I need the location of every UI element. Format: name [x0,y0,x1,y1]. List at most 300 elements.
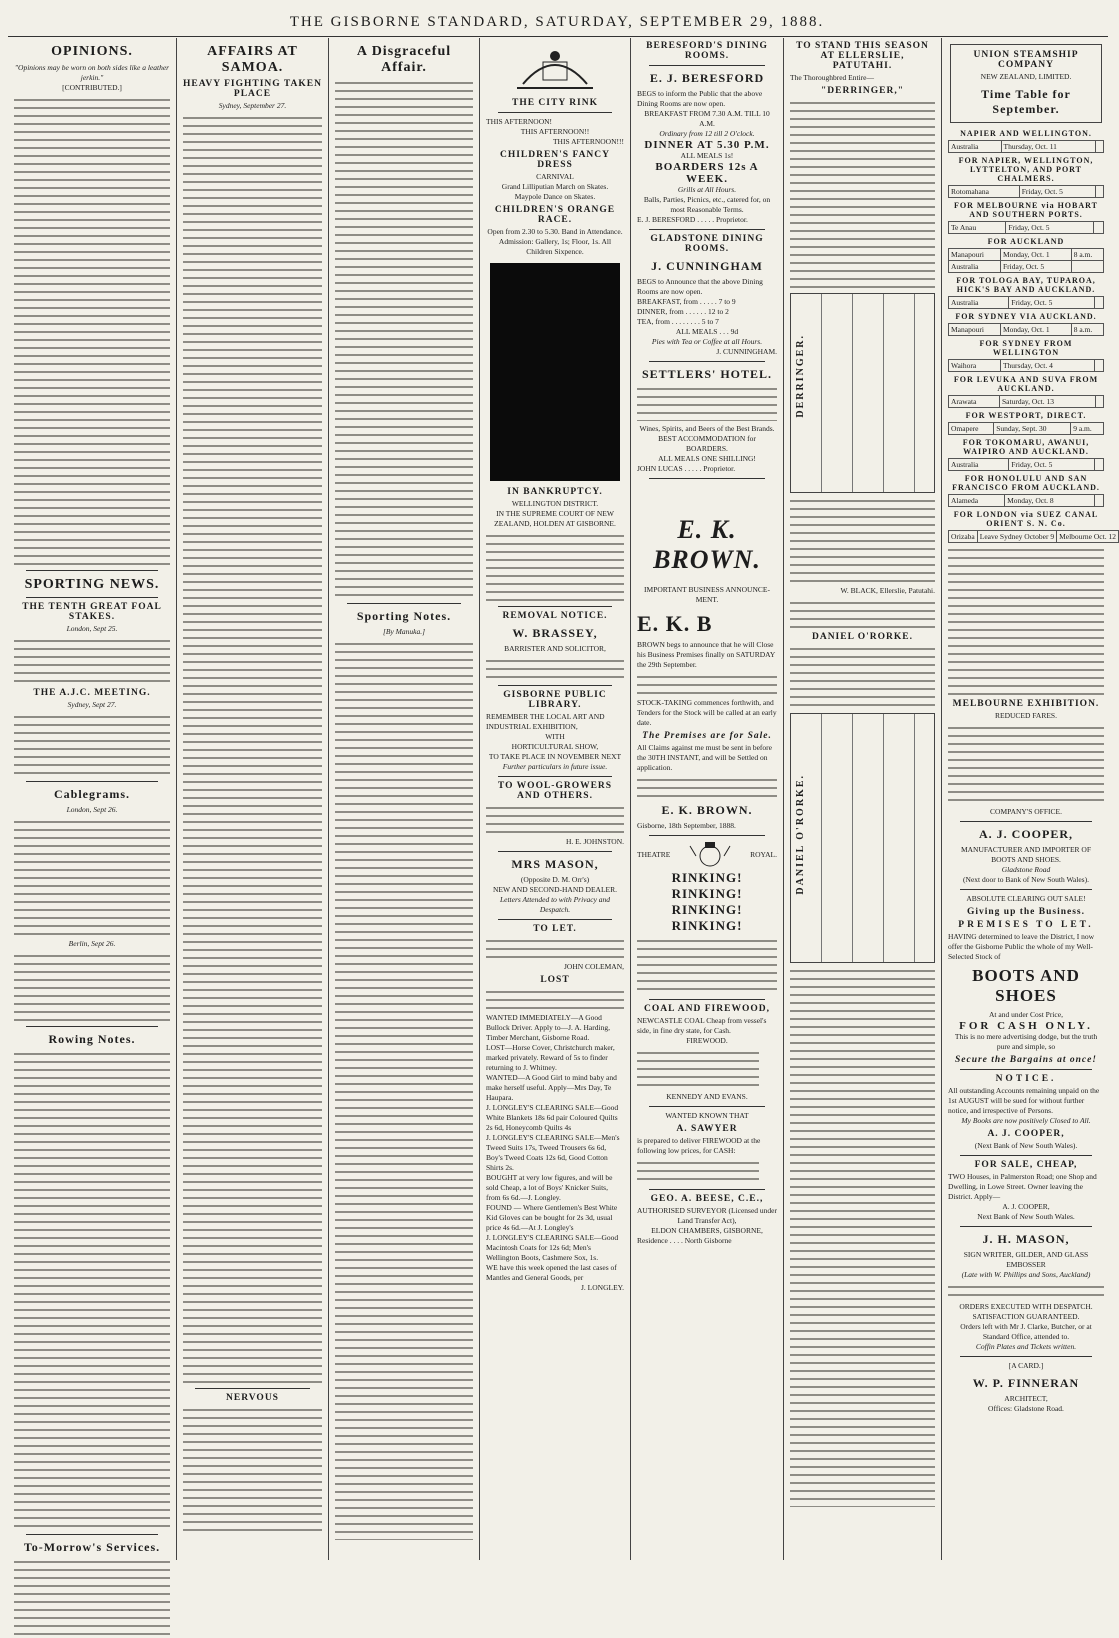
column-divider [328,38,329,1560]
berlin-text [14,952,170,1022]
nervous-heading: NERVOUS [226,1393,279,1403]
rowing-notes-text [14,1050,170,1530]
beresford-rooms-heading: BERESFORD'S DINING ROOMS. [646,41,768,61]
column-5 [633,38,781,1560]
sawyer-text: is prepared to deliver FIREWOOD at the following low prices, for CASH: [637,1136,761,1155]
derringer-terms [790,497,935,583]
longley-signature: J. LONGLEY. [581,1283,624,1292]
brown-stocktaking: STOCK-TAKING commences forthwith, and Tenders for the Stock will be called at an early date. [637,698,777,727]
sailing-cell: Australia [949,261,1001,273]
section-rule [347,603,461,604]
brown-date: Gisborne, 18th September, 1888. [637,821,736,830]
sporting-notes-text [335,640,473,1540]
sailing-cell: Thursday, Oct. 4 [1000,360,1094,372]
rinking-line-2: RINKING! RINKING! [671,886,743,917]
sailing-row [949,249,1104,261]
november-notice: TO TAKE PLACE IN NOVEMBER NEXT [488,752,622,761]
royal-arms-icon [690,840,730,870]
brassey-title: BARRISTER AND SOLICITOR, [504,644,606,653]
cunningham-pies: Pies with Tea or Coffee at all Hours. [651,337,763,346]
sailing-row [949,261,1104,273]
sailing-cell: Friday, Oct. 5 [1000,261,1071,273]
sailing-cell [1094,459,1103,471]
section-rule [498,851,612,852]
sailing-cell: Waihora [949,360,1001,372]
jh-mason-late: (Late with W. Phillips and Sons, Auckland) [961,1270,1091,1279]
sailing-route: FOR TOLOGA BAY, TUPAROA, HICK'S BAY AND AUCKLAND. [956,276,1096,294]
library-heading: GISBORNE PUBLIC LIBRARY. [503,690,607,710]
sailing-cell: Thursday, Oct. 11 [1001,141,1095,153]
sailing-cell: Alameda [949,495,1005,507]
cunningham-name: J. CUNNINGHAM [651,259,763,273]
sailing-table [948,140,1104,153]
section-rule [649,1189,765,1190]
sailing-cell: Omapere [949,423,994,435]
column-divider [783,38,784,1560]
sailing-route: FOR NAPIER, WELLINGTON, LYTTELTON, AND PORT CHALMERS. [958,156,1094,183]
column-1 [10,38,174,1560]
sailing-cell: Australia [949,459,1009,471]
wanted-girl: WANTED—A Good Girl to mind baby and make herself useful. Apply—Mrs Day, Te Haupara. [486,1073,617,1102]
longley-blankets: J. LONGLEY'S CLEARING SALE—Good White Blankets 18s 6d pair Coloured Quilts 2s 6d, Honeycomb Quilts 4s [486,1103,619,1132]
sailing-table [948,323,1104,336]
cunningham-tea: TEA, from . . . . . . . . 5 to 7 [637,317,719,326]
beresford-intro: BEGS to inform the Public that the above Dining Rooms are now open. [637,89,763,108]
to-let-text [486,937,624,959]
wanted-bullock-driver: WANTED IMMEDIATELY—A Good Bullock Driver. Apply to—J. A. Harding, Timber Merchant, Gisborne Road. [486,1013,610,1042]
brown-claims: All Claims against me must be sent in before the 30TH INSTANT, and will be Settled on application. [637,743,772,772]
woolgrowers-text [486,804,624,834]
beresford-grills: Grills at All Hours. [677,185,737,194]
firewood-heading: FIREWOOD. [686,1036,728,1045]
theatre-label: THEATRE [637,850,671,859]
disgraceful-affair-text [335,79,473,599]
sailing-cell: Orizaba [949,531,978,543]
sailing-route: FOR AUCKLAND [987,237,1065,246]
sailing-row [949,186,1104,198]
bankruptcy-heading: IN BANKRUPTCY. [507,487,603,497]
section-rule [649,478,765,479]
section-rule [26,570,158,571]
longley-knickers: BOUGHT at very low figures, and will be sold Cheap, a lot of Boys' Knicker Suits, from 6s 6d.—J. Longley. [486,1173,613,1202]
union-nz-subtitle: NEW ZEALAND, LIMITED. [980,72,1072,81]
rinking-line-3: RINKING! [671,918,743,933]
sailing-cell: Friday, Oct. 5 [1009,297,1095,309]
mason-dealer: NEW AND SECOND-HAND DEALER. [492,885,618,894]
sailing-cell [1094,222,1104,234]
admission-prices: Admission: Gallery, 1s; Floor, 1s. All Children Sixpence. [498,237,612,256]
section-rule [960,821,1092,822]
section-rule [960,1069,1092,1070]
thoroughbred-label: The Thoroughbred Entire— [790,73,875,82]
sailing-cell: Friday, Oct. 5 [1009,459,1095,471]
rinking-text [637,937,777,995]
sailing-route: FOR HONOLULU AND SAN FRANCISCO FROM AUCKLAND. [952,474,1100,492]
section-rule [498,919,612,920]
samoa-heading: AFFAIRS AT SAMOA. [207,44,298,75]
cunningham-dinner: DINNER, from . . . . . . 12 to 2 [637,307,729,316]
oroke-description-continued [790,967,935,1507]
bankruptcy-text [486,532,624,602]
brown-announcement-title: IMPORTANT BUSINESS ANNOUNCE-MENT. [644,585,770,604]
cooper-street: Gladstone Road [1001,865,1051,874]
section-rule [649,361,765,362]
beresford-proprietor: E. J. BERESFORD . . . . . Proprietor. [637,215,748,224]
sailing-route: FOR MELBOURNE via HOBART AND SOUTHERN PORTS. [954,201,1098,219]
sailing-row [949,297,1104,309]
sailing-table [948,458,1104,471]
mason-name: MRS MASON, [511,857,599,871]
jh-mason-coffin: Coffin Plates and Tickets written. [975,1342,1077,1351]
section-rule [498,776,612,777]
reduced-fares-heading: REDUCED FARES. [995,711,1057,720]
cablegrams-text [14,818,170,936]
section-rule [649,65,765,66]
cost-price: At and under Cost Price, [989,1010,1063,1019]
sailing-cell: Friday, Oct. 5 [1019,186,1095,198]
sailing-cell: Sunday, Sept. 30 [994,423,1071,435]
brown-thanks-text [637,673,777,695]
afternoon-line-2: THIS AFTERNOON!! [520,127,590,136]
sporting-news-heading: SPORTING NEWS. [24,577,160,592]
premises-to-let: PREMISES TO LET. [958,920,1094,930]
foal-stakes-text [14,637,170,685]
lost-text [486,988,624,1010]
cooper-location-3: Next Bank of New South Wales. [977,1212,1075,1221]
brown-premises-sale: The Premises are for Sale. [642,731,772,741]
sailing-table [948,530,1119,543]
melbourne-exhibition-heading: MELBOURNE EXHIBITION. [952,699,1100,709]
brown-closing-text: BROWN begs to announce that he will Close his Business Premises finally on SATURDAY the 29th September. [637,640,775,669]
cooper-trade: MANUFACTURER AND IMPORTER OF BOOTS AND SHOES. [960,845,1092,864]
cooper-location: (Next door to Bank of New South Wales). [963,875,1089,884]
samoa-subheading: HEAVY FIGHTING TAKEN PLACE [183,79,322,99]
mason-letters: Letters Attended to with Privacy and Despatch. [499,895,611,914]
theatre-royal-header [637,840,777,870]
houses-for-sale: TWO Houses, in Palmerston Road; one Shop and Dwelling, in Lowe Street. Owner leaving the District. Apply— [948,1172,1097,1201]
sailing-route: NAPIER AND WELLINGTON. [960,129,1092,138]
sailing-cell: 9 a.m. [1071,423,1104,435]
leaving-district-text: HAVING determined to leave the District, I now offer the Gisborne Public the whole of my Well-Selected Stock of [948,932,1095,961]
column-2 [179,38,326,1560]
beresford-boarders: BOARDERS 12s A WEEK. [655,161,759,185]
gladstone-rooms-heading: GLADSTONE DINING ROOMS. [650,234,764,254]
sailing-row [949,423,1104,435]
sailings-list [948,129,1116,543]
cablegrams-dateline: London, Sept 26. [66,805,118,814]
sailing-route: FOR SYDNEY FROM WELLINGTON [979,339,1073,357]
settlers-accommodation: BEST ACCOMMODATION for BOARDERS. [658,434,756,453]
royal-label: ROYAL. [750,850,777,859]
union-steamship-header [950,44,1102,123]
woolgrowers-heading: TO WOOL-GROWERS AND OTHERS. [497,781,613,801]
removal-notice-heading: REMOVAL NOTICE. [502,611,608,621]
sailing-cell: 8 a.m. [1071,324,1103,336]
sailing-row [949,459,1104,471]
beresford-dinner: DINNER AT 5.30 P.M. [644,139,770,151]
settlers-text [637,385,777,421]
beresford-breakfast: BREAKFAST FROM 7.30 A.M. TILL 10 A.M. [644,109,770,128]
column-divider [479,38,480,1560]
lost-heading: LOST [540,975,570,985]
exhibition-notice: REMEMBER THE LOCAL ART AND INDUSTRIAL EXHIBITION, [486,712,605,731]
derringer-owner: W. BLACK, Ellerslie, Patutahi. [840,586,935,595]
section-rule [649,229,765,230]
sailing-cell: 8 a.m. [1071,249,1103,261]
for-sale-heading: FOR SALE, CHEAP, [974,1160,1078,1170]
sailing-table [948,221,1104,234]
secure-bargains: Secure the Bargains at once! [954,1055,1097,1065]
cunningham-breakfast: BREAKFAST, from . . . . . 7 to 9 [637,297,736,306]
section-rule [498,685,612,686]
finneran-title: ARCHITECT, [1004,1394,1048,1403]
sawyer-name: A. SAWYER [676,1124,738,1134]
horticultural-show: HORTICULTURAL SHOW, [511,742,599,751]
sailing-cell: Australia [949,297,1009,309]
sailing-cell: Monday, Oct. 8 [1005,495,1095,507]
afternoon-line-1: THIS AFTERNOON! [486,117,553,126]
sailing-table [948,395,1104,408]
fancy-dress-heading: CHILDREN'S FANCY DRESS [499,150,611,170]
sailing-cell: Arawata [949,396,1000,408]
section-rule [26,1534,158,1535]
to-let-heading: TO LET. [533,924,577,934]
disgraceful-affair-heading: A Disgraceful Affair. [356,44,452,75]
beese-name: GEO. A. BEESE, C.E., [650,1194,764,1204]
cablegrams-heading: Cablegrams. [54,787,130,801]
oroke-description [790,645,935,709]
beresford-name: E. J. BERESFORD [649,71,765,85]
rowing-notes-heading: Rowing Notes. [48,1032,136,1046]
longley-coats: J. LONGLEY'S CLEARING SALE—Good Macintosh Coats for 12s 6d; Men's Wellington Boots, Cashmere Sox, 1s. [486,1233,619,1262]
sailing-table [948,422,1104,435]
beresford-ordinary: Ordinary from 12 till 2 O'clock. [659,129,755,138]
opening-hours: Open from 2.30 to 5.30. Band in Attendance. [487,227,623,236]
ajc-dateline: Sydney, Sept 27. [67,700,117,709]
longley-mantles: WE have this week opened the last cases of Mantles and General Goods, per [486,1263,617,1282]
stud-season-heading: TO STAND THIS SEASON AT ELLERSLIE, PATUTAHI. [796,41,929,71]
sawyer-heading: WANTED KNOWN THAT [665,1111,749,1120]
brown-debts-text [637,776,777,798]
jh-mason-trade: SIGN WRITER, GILDER, AND GLASS EMBOSSER [963,1250,1089,1269]
sailing-cell [1071,261,1103,273]
jh-mason-orders: ORDERS EXECUTED WITH DESPATCH. SATISFACTION GUARANTEED. [959,1302,1093,1321]
books-closed: My Books are now positively Closed to All. [961,1116,1091,1125]
opinions-subtitle: "Opinions may be worn on both sides like a leather jerkin." [14,63,170,82]
services-heading: To-Morrow's Services. [23,1540,161,1554]
accounts-notice: All outstanding Accounts remaining unpaid on the 1st AUGUST will be sued for without further notice, and irrespective of Persons. [948,1086,1100,1115]
section-rule [498,112,612,113]
cooper-name: A. J. COOPER, [979,827,1073,841]
cunningham-intro: BEGS to Announce that the above Dining Rooms are now open. [637,277,763,296]
settlers-hotel-heading: SETTLERS' HOTEL. [641,367,773,381]
ajc-text [14,713,170,777]
column-4 [482,38,628,1560]
passenger-notes [948,546,1104,696]
contributed-label: [CONTRIBUTED.] [62,83,122,92]
foal-stakes-dateline: London, Sept 25. [66,624,118,633]
section-rule [960,889,1092,890]
brown-signature: E. K. BROWN. [661,803,753,817]
section-rule [498,606,612,607]
brassey-text [486,657,624,681]
newcastle-coal: NEWCASTLE COAL Cheap from vessel's side, in fine dry state, for Cash. [637,1016,767,1035]
sailing-table [948,296,1104,309]
cooper-signature-3: A. J. COOPER, [1002,1202,1050,1211]
sailing-cell: Friday, Oct. 5 [1006,222,1094,234]
cooper-location-2: (Next Bank of New South Wales). [974,1141,1078,1150]
sailing-cell: Te Anau [949,222,1006,234]
sailing-cell: Manapouri [949,324,1001,336]
beese-residence: Residence . . . . North Gisborne [637,1236,732,1245]
column-7 [944,38,1116,1560]
maypole-dance: Maypole Dance on Skates. [514,192,596,201]
card-label: [A CARD.] [1008,1361,1044,1370]
foal-stakes-heading: THE TENTH GREAT FOAL STAKES. [22,602,162,622]
company-office: COMPANY'S OFFICE. [990,807,1062,816]
brown-script-title: E. K. BROWN. [653,515,761,574]
sailing-cell: Saturday, Oct. 13 [999,396,1095,408]
oroke-side-label: DANIEL O'RORKE. [795,774,806,895]
coleman-signature: JOHN COLEMAN, [564,962,624,971]
samoa-dateline: Sydney, September 27. [218,101,287,110]
firewood-prices [637,1049,759,1089]
brassey-name: W. BRASSEY, [512,626,598,640]
exhibition-with: WITH [545,732,565,741]
masthead-rule [8,36,1108,37]
oroke-pedigree-table [790,713,935,963]
sailing-route: FOR WESTPORT, DIRECT. [965,411,1087,420]
cooper-signature-2: A. J. COOPER, [987,1129,1065,1139]
section-rule [26,597,158,598]
sailing-cell [1094,297,1103,309]
sporting-notes-heading: Sporting Notes. [356,609,452,623]
nervous-text [183,1406,322,1536]
sailing-row [949,396,1104,408]
section-rule [960,1155,1092,1156]
sailing-cell: Australia [949,141,1002,153]
sailing-table [948,185,1104,198]
finneran-offices: Offices: Gladstone Road. [988,1404,1064,1413]
clearing-sale-heading: ABSOLUTE CLEARING OUT SALE! [966,894,1086,903]
sailing-route: FOR SYDNEY VIA AUCKLAND. [955,312,1097,321]
beese-title: AUTHORISED SURVEYOR (Licensed under Land Transfer Act), [637,1206,778,1225]
sailing-route: FOR LONDON via SUEZ CANAL ORIENT S. N. Co. [953,510,1099,528]
brown-initials: E. K. B [637,611,713,636]
sailing-cell [1095,360,1104,372]
column-6 [786,38,939,1560]
sailing-cell [1095,186,1103,198]
section-rule [960,1356,1092,1357]
lost-horse-cover: LOST—Horse Cover, Christchurch maker, marked privately. Reward of 5s to finder returning to J. Whitney. [486,1043,615,1072]
section-rule [649,999,765,1000]
cunningham-signature: J. CUNNINGHAM. [716,347,777,356]
sailing-table [948,494,1104,507]
union-steamship-title: UNION STEAMSHIP COMPANY [973,50,1079,70]
sailing-cell [1095,141,1103,153]
column-3 [331,38,477,1560]
derringer-description [790,99,935,289]
orange-race-heading: CHILDREN'S ORANGE RACE. [494,205,616,225]
sailing-table [948,248,1104,273]
column-divider [176,38,177,1560]
settlers-proprietor: JOHN LUCAS . . . . . Proprietor. [637,464,736,473]
sailing-route: FOR TOKOMARU, AWANUI, WAIPIRO AND AUCKLAND. [962,438,1090,456]
samoa-article-text [183,114,322,1384]
further-particulars: Further particulars in future issue. [502,762,608,771]
section-rule [26,781,158,782]
finneran-name: W. P. FINNERAN [972,1376,1080,1390]
mason-location: (Opposite D. M. Orr's) [520,875,590,884]
cash-only: FOR CASH ONLY. [959,1020,1093,1032]
sailing-row [949,495,1104,507]
newspaper-masthead: THE GISBORNE STANDARD, SATURDAY, SEPTEMBER 29, 1888. [289,14,825,30]
boots-shoes-banner: BOOTS AND SHOES [972,966,1080,1005]
derringer-side-label: DERRINGER. [795,334,806,418]
sailing-cell: Monday, Oct. 1 [1000,249,1071,261]
supreme-court: IN THE SUPREME COURT OF NEW ZEALAND, HOLDEN AT GISBORNE. [494,509,616,528]
settlers-meals: ALL MEALS ONE SHILLING! [658,454,756,463]
section-rule [195,1388,310,1389]
sailing-cell: Leave Sydney October 9 [977,531,1056,543]
giving-up-heading: Giving up the Business. [966,907,1086,917]
sailing-row [949,531,1119,543]
johnston-signature: H. E. JOHNSTON. [566,837,624,846]
coal-heading: COAL AND FIREWOOD, [644,1004,770,1014]
cunningham-all-meals: ALL MEALS . . . 9d [675,327,739,336]
oroke-intro [790,599,935,629]
sailing-table [948,359,1104,372]
column-divider [630,38,631,1560]
beresford-balls: Balls, Parties, Picnics, etc., catered for, on most Reasonable Terms. [643,195,771,214]
no-dodge-text: This is no mere advertising dodge, but the truth pure and simple, so [954,1032,1098,1051]
timetable-heading: Time Table for September. [981,87,1071,116]
section-rule [649,835,765,836]
opinions-article-text [14,96,170,566]
opinions-heading: OPINIONS. [51,44,133,59]
sailing-row [949,222,1104,234]
sailing-row [949,141,1104,153]
derringer-name: "DERRINGER," [821,86,904,96]
oroke-name: DANIEL O'RORKE. [811,632,914,642]
section-rule [26,1026,158,1027]
derringer-pedigree-table [790,293,935,493]
ajc-meeting-heading: THE A.J.C. MEETING. [33,688,151,698]
city-rink-title: THE CITY RINK [511,98,599,108]
berlin-dateline: Berlin, Sept 26. [68,939,116,948]
afternoon-line-3: THIS AFTERNOON!!! [552,137,624,146]
sailing-cell: Melbourne Oct. 12 [1057,531,1119,543]
sailing-cell [1095,495,1104,507]
lilliputian-march: Grand Lilliputian March on Skates. [501,182,609,191]
blacked-out-area [490,263,620,481]
sailing-cell [1095,396,1103,408]
notice-heading: NOTICE. [995,1074,1057,1084]
sailing-cell: Manapouri [949,249,1001,261]
services-text [14,1558,170,1638]
city-rink-crest-icon [513,44,597,92]
jh-mason-clarke: Orders left with Mr J. Clarke, Butcher, or at Standard Office, attended to. [960,1322,1092,1341]
sailing-cell: Rotomahana [949,186,1020,198]
reduced-fares-text [948,724,1104,804]
longley-suits: J. LONGLEY'S CLEARING SALE—Men's Tweed Suits 17s, Tweed Trousers 6s 6d, Boy's Tweed Coats 12s 6d, Good Cotton Shirts 2s. [486,1133,620,1172]
jh-mason-name: J. H. MASON, [982,1232,1070,1246]
rinking-line-1: RINKING! [671,870,743,885]
beese-address: ELDON CHAMBERS, GISBORNE, [651,1226,763,1235]
carnival-label: CARNIVAL [536,172,574,181]
section-rule [960,1226,1092,1227]
section-rule [649,1106,765,1107]
